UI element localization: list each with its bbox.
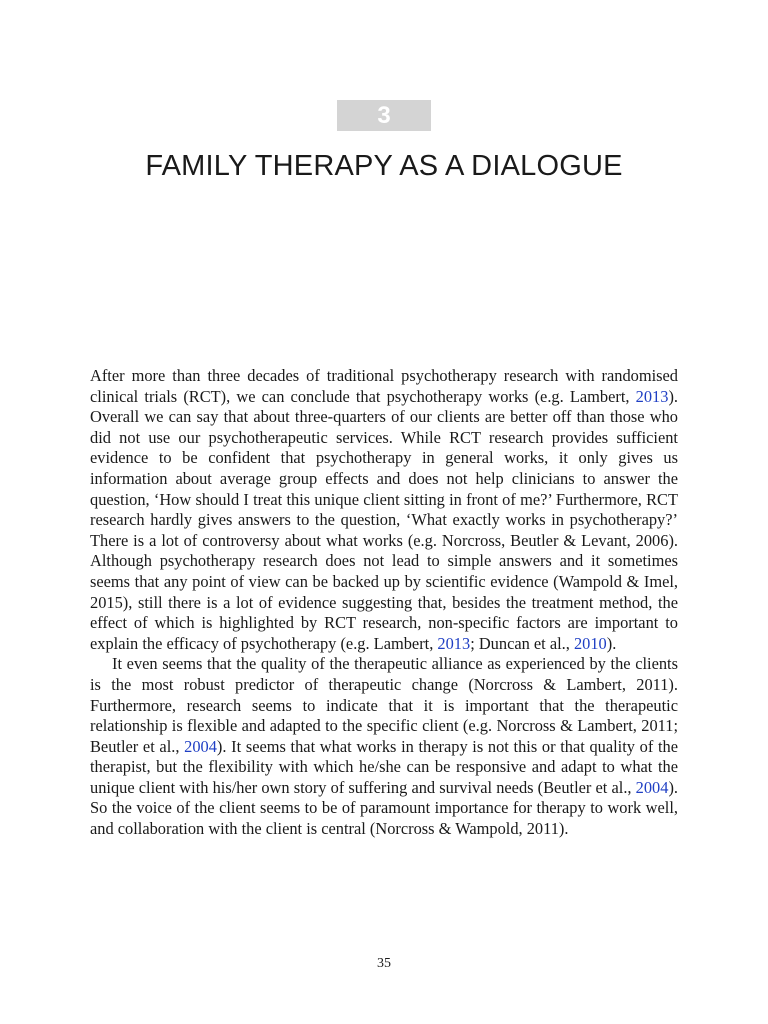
citation-link-beutler-2004[interactable]: 2004 (635, 777, 669, 797)
citation-link-lambert-2013[interactable]: 2013 (437, 633, 471, 653)
text-segment: ). Overall we can say that about three-quarters of our clients are better off than those who did not use our psychotherapeutic services. While RCT research provides sufficient evidence to be confident that psychotherapy in general works, it only gives us information about average group effects and does not help clinicians to answer the question, ‘How should I treat this unique client sitting in front of me?’ Furthermore, RCT research hardly gives answers to the question, ‘What exactly works in psychotherapy?’ There is a lot of controversy about what works (e.g. Norcross, Beutler & Levant, 2006). Although psychotherapy research does not lead to simple answers and it sometimes seems that any point of view can be backed up by scientific evidence (Wampold & Imel, 2015), still there is a lot of evidence suggesting that, besides the treatment method, the effect of which is highlighted by RCT research, non-specific factors are important to explain the efficacy of psychotherapy (e.g. Lambert, (90, 386, 678, 653)
page-number: 35 (377, 956, 391, 971)
citation-link-beutler-2004[interactable]: 2004 (184, 736, 217, 756)
paragraph-1 (90, 366, 678, 654)
text-segment: ; Duncan et al., (470, 633, 574, 653)
text-segment: It even seems that the quality of the therapeutic alliance as experienced by the clients is the most robust predictor of therapeutic change (Norcross & Lambert, 2011). Furthermore, research seems to indicate that it is important that the therapeutic relationship is flexible and adapted to the specific client (e.g. Norcross & Lambert, 2011; Beutler et al., (90, 654, 678, 756)
body-text (90, 366, 678, 840)
citation-link-lambert-2013[interactable]: 2013 (635, 386, 669, 406)
text-segment: ). It seems that what works in therapy is not this or that quality of the therapist, but the flexibility with which he/she can be responsive and adapt to what the unique client with his/her own story of suffering and survival needs (Beutler et al., (90, 736, 679, 797)
text-segment: After more than three decades of traditional psychotherapy research with randomised clinical trials (RCT), we can conclude that psychotherapy works (e.g. Lambert, (90, 366, 678, 406)
text-segment: ). So the voice of the client seems to be of paramount importance for therapy to work well, and collaboration with the client is central (Norcross & Wampold, 2011). (90, 777, 678, 839)
chapter-number-badge: 3 (337, 100, 431, 131)
chapter-title: FAMILY THERAPY AS A DIALOGUE (145, 150, 623, 182)
citation-link-duncan-2010[interactable]: 2010 (573, 633, 607, 653)
text-segment: ). (606, 633, 617, 653)
paragraph-2 (90, 654, 678, 839)
